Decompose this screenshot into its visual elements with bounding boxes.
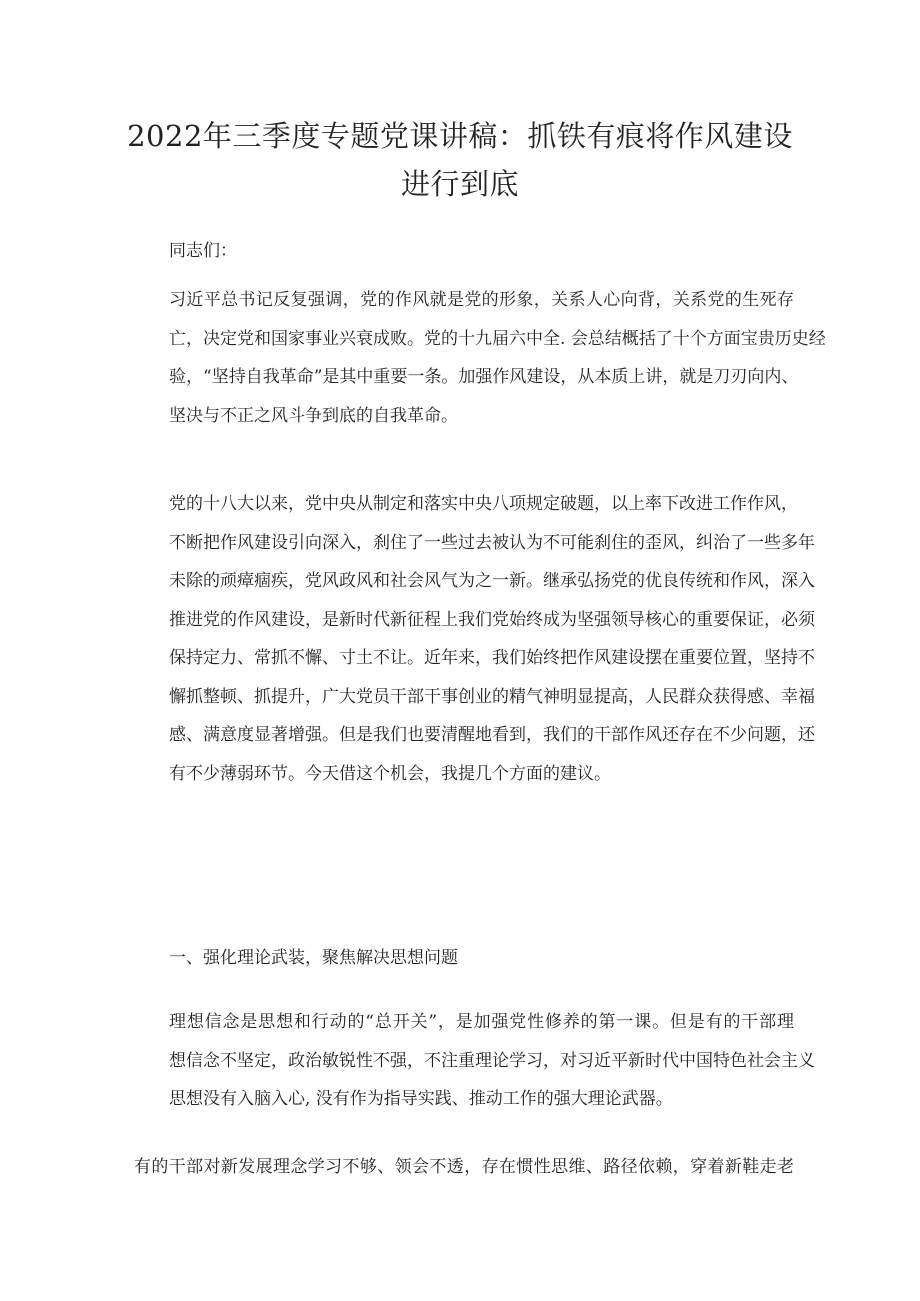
paragraph-1: [134, 281, 826, 435]
paragraph-line: 有不少薄弱环节。今天借这个机会，我提几个方面的建议。: [169, 763, 611, 784]
paragraph-line: 思想没有入脑入心, 没有作为指导实践、推动工作的强大理论武器。: [169, 1089, 673, 1109]
paragraph-line: 不断把作风建设引向深入，刹住了一些过去被认为不可能刹住的歪风，纠治了一些多年: [169, 532, 815, 553]
paragraph-line: 想信念不坚定，政治敏锐性不强，不注重理论学习，对习近平新时代中国特色社会主义: [169, 1050, 815, 1071]
document-title: [120, 112, 800, 208]
paragraph-line: 保持定力、常抓不懈、寸土不让。近年来，我们始终把作风建设摆在重要位置，坚持不: [169, 648, 815, 668]
paragraph-3: [134, 1003, 815, 1119]
paragraph-line: 亡，决定党和国家事业兴衰成败。党的十九届六中全. 会总结概括了十个方面宝贵历史经: [169, 328, 826, 349]
salutation: [134, 232, 794, 271]
paragraph-line: 党的十八大以来，党中央从制定和落实中央八项规定破题，以上率下改进工作作风，: [169, 494, 798, 514]
section-heading-text: 一、强化理论武装，聚焦解决思想问题: [169, 948, 458, 968]
paragraph-line: 习近平总书记反复强调，党的作风就是党的形象，关系人心向背，关系党的生死存: [169, 290, 794, 310]
paragraph-line: 有的干部对新发展理念学习不够、领会不透，存在惯性思维、路径依赖，穿着新鞋走老: [134, 1157, 794, 1177]
paragraph-line: 感、满意度显著增强。但是我们也要清醒地看到，我们的干部作风还存在不少问题，还: [169, 725, 815, 745]
paragraph-line: 验，“坚持自我革命”是其中重要一条。加强作风建设，从本质上讲，就是刀刃向内、: [169, 367, 799, 387]
paragraph-line: 懈抓整顿、抓提升，广大党员干部干事创业的精气神明显提高，人民群众获得感、幸福: [169, 686, 815, 707]
title-line-2: 进行到底: [400, 167, 519, 201]
paragraph-line: 推进党的作风建设，是新时代新征程上我们党始终成为坚强领导核心的重要保证，必须: [169, 609, 815, 630]
title-line-1: 2022年三季度专题党课讲稿：抓铁有痕将作风建设: [127, 119, 793, 153]
paragraph-line: 理想信念是思想和行动的“总开关”，是加强党性修养的第一课。但是有的干部理: [169, 1012, 794, 1032]
paragraph-4: [134, 1148, 794, 1187]
salutation-text: 同志们：: [169, 241, 237, 261]
paragraph-2: [134, 485, 815, 793]
paragraph-line: 坚决与不正之风斗争到底的自我革命。: [169, 405, 458, 426]
section-1-heading: [134, 939, 794, 978]
paragraph-line: 未除的顽瘴痼疾，党风政风和社会风气为之一新。继承弘扬党的优良传统和作风，深入: [169, 571, 815, 591]
